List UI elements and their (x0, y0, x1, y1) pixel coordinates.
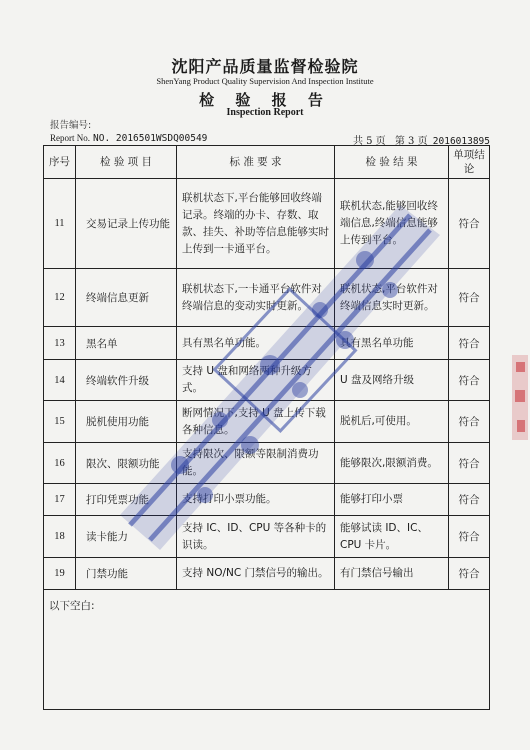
row-item: 门禁功能 (76, 558, 177, 590)
row-item: 打印凭票功能 (76, 484, 177, 516)
table-row (44, 327, 490, 360)
row-result: 具有黑名单功能 (335, 327, 449, 360)
row-requirement: 支持 U 盘和网络两种升级方式。 (177, 360, 335, 401)
header-no: 序号 (44, 146, 76, 179)
row-conclusion: 符合 (449, 179, 490, 269)
row-item: 终端信息更新 (76, 269, 177, 327)
row-number: 16 (44, 443, 76, 484)
table-row (44, 516, 490, 558)
report-title-en: Inspection Report (226, 107, 304, 118)
row-item: 读卡能力 (76, 516, 177, 558)
row-conclusion: 符合 (449, 401, 490, 443)
row-number: 11 (44, 179, 76, 269)
report-number-line (50, 133, 207, 144)
table-row (44, 360, 490, 401)
inspection-table (43, 145, 490, 710)
row-result: 能够限次,限额消费。 (335, 443, 449, 484)
row-requirement: 支持限次、限额等限制消费功能。 (177, 443, 335, 484)
row-item: 黑名单 (76, 327, 177, 360)
row-requirement: 具有黑名单功能。 (177, 327, 335, 360)
report-number: NO. 2016501WSDQ00549 (93, 133, 208, 144)
row-result: 联机状态,能够回收终端信息,终端信息能够上传到平台。 (335, 179, 449, 269)
table-row (44, 269, 490, 327)
current-page: 第 3 页 (394, 136, 428, 147)
row-result: 能够打印小票 (335, 484, 449, 516)
row-number: 17 (44, 484, 76, 516)
row-number: 12 (44, 269, 76, 327)
row-conclusion: 符合 (449, 484, 490, 516)
row-result: U 盘及网络升级 (335, 360, 449, 401)
row-conclusion: 符合 (449, 516, 490, 558)
row-number: 15 (44, 401, 76, 443)
row-requirement: 联机状态下,平台能够回收终端记录。终端的办卡、存数、取款、挂失、补助等信息能够实时上传到一卡通平台。 (177, 179, 335, 269)
report-id: 2016013895 (432, 136, 490, 147)
total-pages: 共 5 页 (352, 136, 386, 147)
header-item: 检 验 项 目 (76, 146, 177, 179)
row-conclusion: 符合 (449, 360, 490, 401)
row-number: 19 (44, 558, 76, 590)
table-row (44, 484, 490, 516)
edge-seal-stamp (508, 350, 530, 445)
table-row (44, 179, 490, 269)
row-item: 交易记录上传功能 (76, 179, 177, 269)
row-requirement: 支持 IC、ID、CPU 等各种卡的识读。 (177, 516, 335, 558)
organization-name-en: ShenYang Product Quality Supervision And Inspection Institute (156, 76, 374, 86)
table-row (44, 443, 490, 484)
row-result: 联机状态,平台软件对终端信息实时更新。 (335, 269, 449, 327)
row-number: 18 (44, 516, 76, 558)
row-conclusion: 符合 (449, 558, 490, 590)
report-number-label-en: Report No. (50, 133, 90, 143)
row-conclusion: 符合 (449, 443, 490, 484)
row-item: 限次、限额功能 (76, 443, 177, 484)
row-requirement: 支持打印小票功能。 (177, 484, 335, 516)
row-conclusion: 符合 (449, 327, 490, 360)
row-requirement: 支持 NO/NC 门禁信号的输出。 (177, 558, 335, 590)
header-requirement: 标 准 要 求 (177, 146, 335, 179)
row-number: 14 (44, 360, 76, 401)
row-result: 能够试读 ID、IC、CPU 卡片。 (335, 516, 449, 558)
row-item: 终端软件升级 (76, 360, 177, 401)
report-number-label-cn: 报告编号: (50, 120, 92, 131)
blank-note: 以下空白: (44, 590, 490, 710)
header-result: 检 验 结 果 (335, 146, 449, 179)
blank-row (44, 590, 490, 710)
row-requirement: 联机状态下,一卡通平台软件对终端信息的变动实时更新。 (177, 269, 335, 327)
row-requirement: 断网情况下,支持 U 盘上传下载各种信息。 (177, 401, 335, 443)
row-number: 13 (44, 327, 76, 360)
table-row (44, 401, 490, 443)
header-conclusion: 单项结论 (449, 146, 490, 179)
table-row (44, 558, 490, 590)
row-result: 有门禁信号输出 (335, 558, 449, 590)
table-header-row (44, 146, 490, 179)
organization-name-cn: 沈阳产品质量监督检验院 (171, 57, 359, 76)
report-title-cn: 检 验 报 告 (199, 91, 331, 109)
row-result: 脱机后,可使用。 (335, 401, 449, 443)
row-item: 脱机使用功能 (76, 401, 177, 443)
row-conclusion: 符合 (449, 269, 490, 327)
